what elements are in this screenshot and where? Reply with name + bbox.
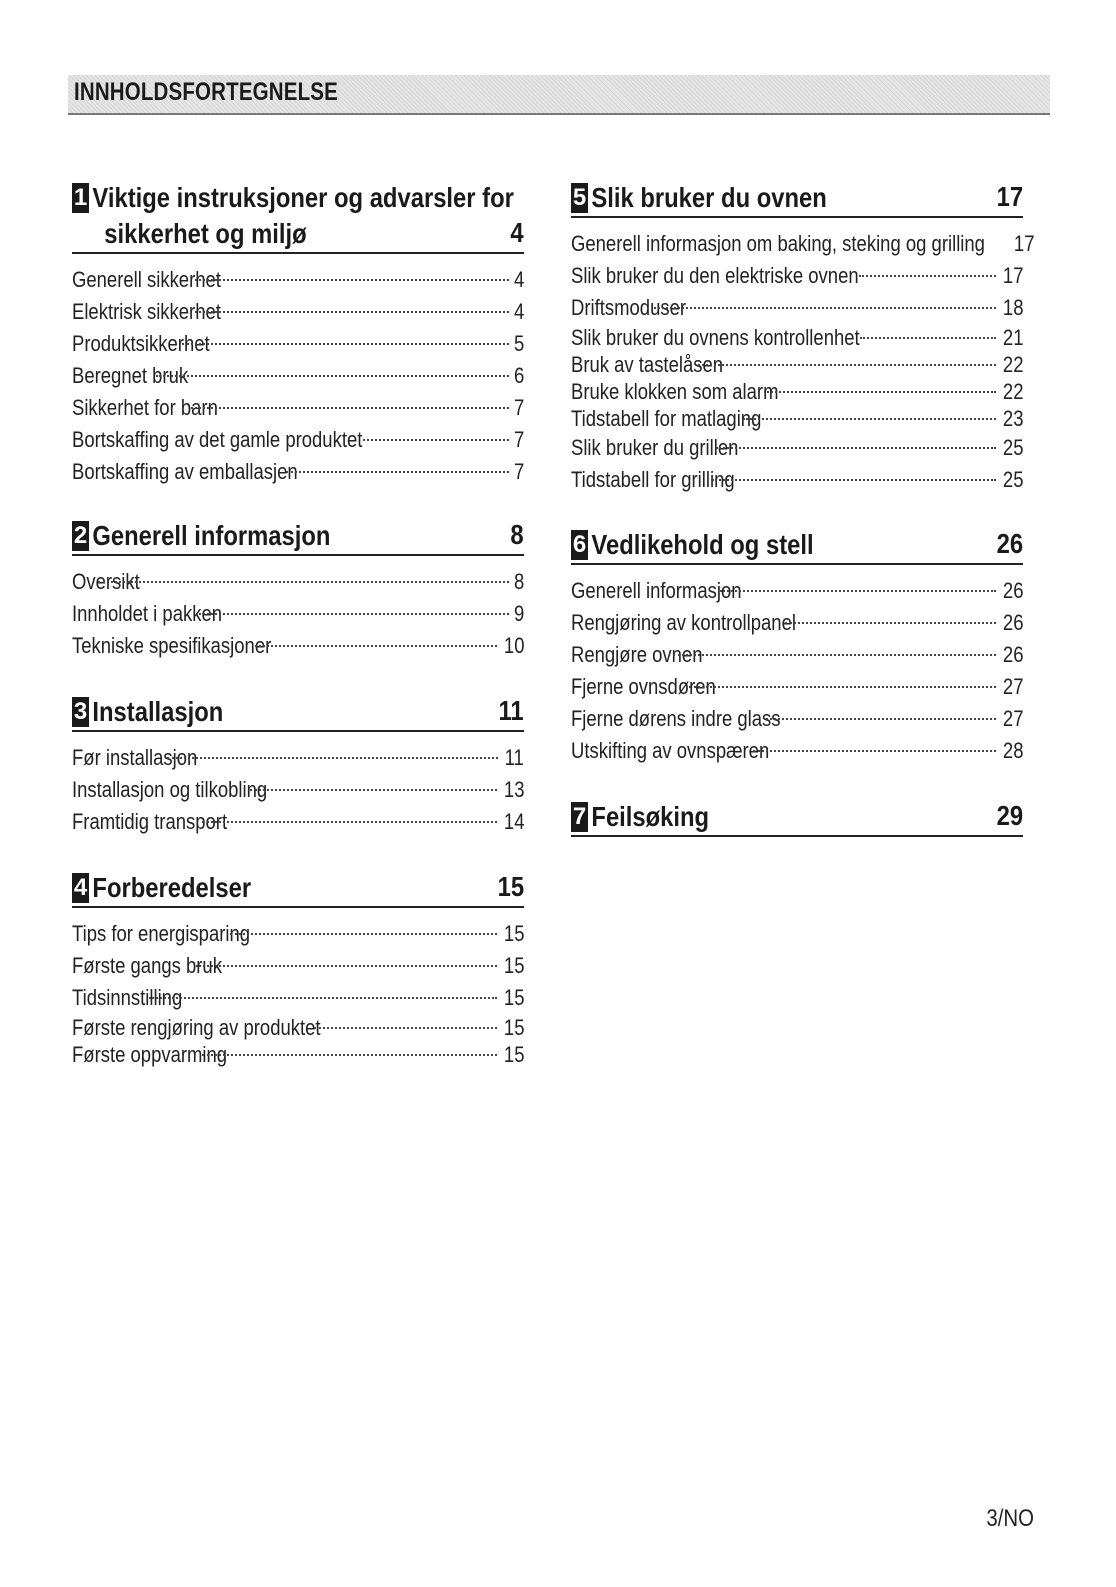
toc-entry-label: Framtidig transport [72, 809, 228, 834]
toc-entry-page: 15 [503, 1015, 524, 1040]
toc-entry-page: 26 [1002, 578, 1023, 603]
toc-entry[interactable] [72, 296, 524, 328]
leader-dots [196, 613, 508, 615]
section-3-heading[interactable] [72, 694, 524, 732]
section-page-number: 4 [510, 217, 524, 248]
toc-entry-label: Første rengjøring av produktet [72, 1015, 321, 1040]
toc-entry-page: 7 [513, 395, 524, 420]
toc-entry[interactable] [571, 228, 1035, 260]
section-title: Generell informasjon [92, 520, 331, 551]
page-number-footer: 3/NO [986, 1505, 1034, 1532]
section-page-number: 26 [996, 528, 1023, 559]
leader-dots [764, 391, 996, 393]
section-1-heading[interactable] [72, 180, 524, 254]
toc-entry[interactable] [72, 264, 524, 296]
section-6 [571, 527, 1023, 767]
toc-entry-label: Generell informasjon [571, 578, 742, 603]
toc-entry[interactable] [571, 607, 1023, 639]
section-title: Installasjon [92, 696, 224, 727]
toc-entry-label: Bortskaffing av emballasjen [72, 459, 298, 484]
toc-entry-label: Sikkerhet for barn [72, 395, 218, 420]
toc-entry[interactable] [571, 432, 1023, 464]
section-number-badge: 5 [572, 184, 587, 211]
toc-entry-label: Bortskaffing av det gamle produktet [72, 427, 363, 452]
leader-dots [698, 364, 996, 366]
toc-entry[interactable] [571, 351, 1023, 378]
toc-entry-page: 15 [503, 921, 524, 946]
toc-entry[interactable] [72, 742, 524, 774]
toc-entry-page: 26 [1002, 610, 1023, 635]
toc-entry-page: 17 [1013, 231, 1035, 256]
section-title: Slik bruker du ovnen [591, 182, 827, 213]
leader-dots [195, 279, 509, 281]
toc-entry-page: 5 [513, 331, 524, 356]
leader-dots [743, 418, 995, 420]
toc-entry-page: 11 [504, 745, 524, 770]
toc-entry[interactable] [72, 950, 524, 982]
toc-entry-page: 6 [513, 363, 524, 388]
toc-entry-label: Rengjøre ovnen [571, 642, 703, 667]
section-number-badge: 3 [73, 698, 88, 725]
section-number-badge: 4 [73, 874, 88, 901]
leader-dots [859, 275, 995, 277]
toc-entry-label: Rengjøring av kontrollpanel [571, 610, 796, 635]
section-5-heading[interactable] [571, 180, 1023, 218]
leader-dots [202, 821, 496, 823]
toc-entry-label: Driftsmoduser [571, 295, 687, 320]
leader-dots [860, 337, 995, 339]
toc-entry[interactable] [72, 392, 524, 424]
toc-entry[interactable] [72, 424, 524, 456]
section-4-entries [72, 918, 524, 1068]
leader-dots [250, 789, 496, 791]
section-page-number: 15 [497, 871, 524, 902]
toc-entry[interactable] [72, 1041, 524, 1068]
section-7-heading[interactable] [571, 799, 1023, 837]
toc-entry-label: Produktsikkerhet [72, 331, 210, 356]
toc-entry-label: Tidstabell for grilling [571, 467, 735, 492]
toc-entry-page: 25 [1002, 467, 1023, 492]
toc-entry-label: Installasjon og tilkobling [72, 777, 268, 802]
leader-dots [202, 1054, 496, 1056]
toc-entry-page: 17 [1002, 263, 1023, 288]
section-number-badge: 1 [73, 184, 88, 211]
section-1 [72, 180, 524, 488]
section-title: Viktige instruksjoner og advarsler for [92, 182, 514, 213]
leader-dots [689, 686, 995, 688]
leader-dots [314, 1027, 497, 1029]
toc-entry[interactable] [571, 735, 1023, 767]
toc-entry[interactable] [72, 774, 524, 806]
toc-entry-label: Tips for energisparing [72, 921, 251, 946]
section-2-heading[interactable] [72, 518, 524, 556]
toc-entry-page: 21 [1002, 325, 1023, 350]
section-number-badge: 6 [572, 531, 587, 558]
toc-entry-page: 8 [513, 569, 524, 594]
section-title: Vedlikehold og stell [591, 529, 814, 560]
leader-dots [766, 718, 995, 720]
section-5-entries [571, 228, 1035, 496]
leader-dots [196, 965, 496, 967]
toc-entry-page: 25 [1002, 435, 1023, 460]
leader-dots [167, 757, 498, 759]
leader-dots [255, 645, 497, 647]
leader-dots [286, 471, 508, 473]
section-title: Feilsøking [591, 801, 710, 832]
toc-entry[interactable] [571, 671, 1023, 703]
leader-dots [753, 750, 996, 752]
toc-entry-label: Beregnet bruk [72, 363, 189, 388]
section-3-entries [72, 742, 524, 838]
toc-entry-label: Fjerne dørens indre glass [571, 706, 781, 731]
section-page-number: 29 [996, 800, 1023, 831]
toc-entry[interactable] [72, 360, 524, 392]
contents-header-bar [68, 75, 1050, 115]
leader-dots [149, 997, 497, 999]
toc-entry[interactable] [72, 566, 524, 598]
toc-entry[interactable] [72, 1014, 524, 1041]
toc-entry-page: 22 [1002, 379, 1023, 404]
toc-entry[interactable] [571, 464, 1023, 496]
toc-entry[interactable] [571, 639, 1023, 671]
section-title-line2: sikkerhet og miljø [104, 218, 307, 249]
toc-entry-label: Bruk av tastelåsen [571, 352, 724, 377]
section-2 [72, 518, 524, 662]
leader-dots [654, 307, 996, 309]
section-page-number: 11 [498, 695, 524, 726]
section-4 [72, 870, 524, 1068]
toc-entry-page: 18 [1002, 295, 1023, 320]
toc-entry-label: Innholdet i pakken [72, 601, 223, 626]
section-6-heading[interactable] [571, 527, 1023, 565]
toc-entry-label: Generell informasjon om baking, steking og grilling [571, 231, 985, 256]
toc-entry-page: 15 [503, 953, 524, 978]
leader-dots [195, 311, 509, 313]
toc-entry-page: 15 [503, 985, 524, 1010]
toc-entry-page: 23 [1002, 406, 1023, 431]
toc-entry-page: 28 [1002, 738, 1023, 763]
toc-entry[interactable] [72, 328, 524, 360]
toc-entry[interactable] [571, 324, 1023, 351]
section-1-entries [72, 264, 524, 488]
leader-dots [712, 479, 996, 481]
leader-dots [191, 407, 508, 409]
toc-entry-label: Tidsinnstilling [72, 985, 183, 1010]
toc-entry[interactable] [571, 703, 1023, 735]
toc-entry-label: Tidstabell for matlaging [571, 406, 762, 431]
leader-dots [720, 590, 996, 592]
toc-entry[interactable] [571, 378, 1023, 405]
toc-entry-label: Første oppvarming [72, 1042, 228, 1067]
toc-entry-page: 9 [513, 601, 524, 626]
toc-entry-page: 13 [503, 777, 524, 802]
toc-entry-label: Før installasjon [72, 745, 198, 770]
toc-entry[interactable] [72, 456, 524, 488]
toc-entry-label: Fjerne ovnsdøren [571, 674, 716, 699]
leader-dots [182, 343, 509, 345]
leader-dots [673, 654, 995, 656]
toc-entry[interactable] [72, 982, 524, 1014]
toc-entry-label: Generell sikkerhet [72, 267, 221, 292]
toc-entry[interactable] [72, 806, 524, 838]
leader-dots [716, 447, 995, 449]
toc-entry-page: 7 [513, 427, 524, 452]
leader-dots [156, 375, 509, 377]
toc-entry-page: 4 [513, 299, 524, 324]
toc-entry[interactable] [571, 405, 1023, 432]
contents-title: INNHOLDSFORTEGNELSE [74, 78, 338, 106]
section-number-badge: 2 [73, 522, 88, 549]
toc-entry-page: 26 [1002, 642, 1023, 667]
toc-entry-label: Slik bruker du grillen [571, 435, 739, 460]
section-2-entries [72, 566, 524, 662]
section-title: Forberedelser [92, 872, 252, 903]
section-page-number: 17 [996, 181, 1023, 212]
section-3 [72, 694, 524, 838]
toc-entry[interactable] [72, 918, 524, 950]
section-5 [571, 180, 1035, 496]
leader-dots [98, 581, 508, 583]
toc-entry[interactable] [72, 598, 524, 630]
leader-dots [785, 622, 996, 624]
section-7 [571, 799, 1023, 837]
toc-entry-label: Bruke klokken som alarm [571, 379, 779, 404]
section-6-entries [571, 575, 1023, 767]
toc-entry[interactable] [571, 260, 1023, 292]
toc-entry-label: Tekniske spesifikasjoner [72, 633, 272, 658]
toc-entry-page: 22 [1002, 352, 1023, 377]
leader-dots [363, 439, 508, 441]
toc-entry-label: Slik bruker du den elektriske ovnen [571, 263, 859, 288]
toc-entry-page: 14 [503, 809, 524, 834]
leader-dots [230, 933, 497, 935]
section-number-badge: 7 [572, 803, 587, 830]
section-4-heading[interactable] [72, 870, 524, 908]
section-page-number: 8 [510, 519, 524, 550]
toc-entry-page: 4 [513, 267, 524, 292]
toc-entry[interactable] [72, 630, 524, 662]
toc-entry-page: 15 [503, 1042, 524, 1067]
toc-entry-label: Oversikt [72, 569, 140, 594]
toc-entry[interactable] [571, 292, 1023, 324]
toc-entry-page: 27 [1002, 706, 1023, 731]
toc-entry-page: 7 [513, 459, 524, 484]
toc-entry-label: Utskifting av ovnspæren [571, 738, 770, 763]
toc-entry-page: 27 [1002, 674, 1023, 699]
toc-entry[interactable] [571, 575, 1023, 607]
toc-entry-page: 10 [503, 633, 524, 658]
toc-entry-label: Elektrisk sikkerhet [72, 299, 221, 324]
toc-entry-label: Første gangs bruk [72, 953, 222, 978]
toc-entry-label: Slik bruker du ovnens kontrollenhet [571, 325, 860, 350]
